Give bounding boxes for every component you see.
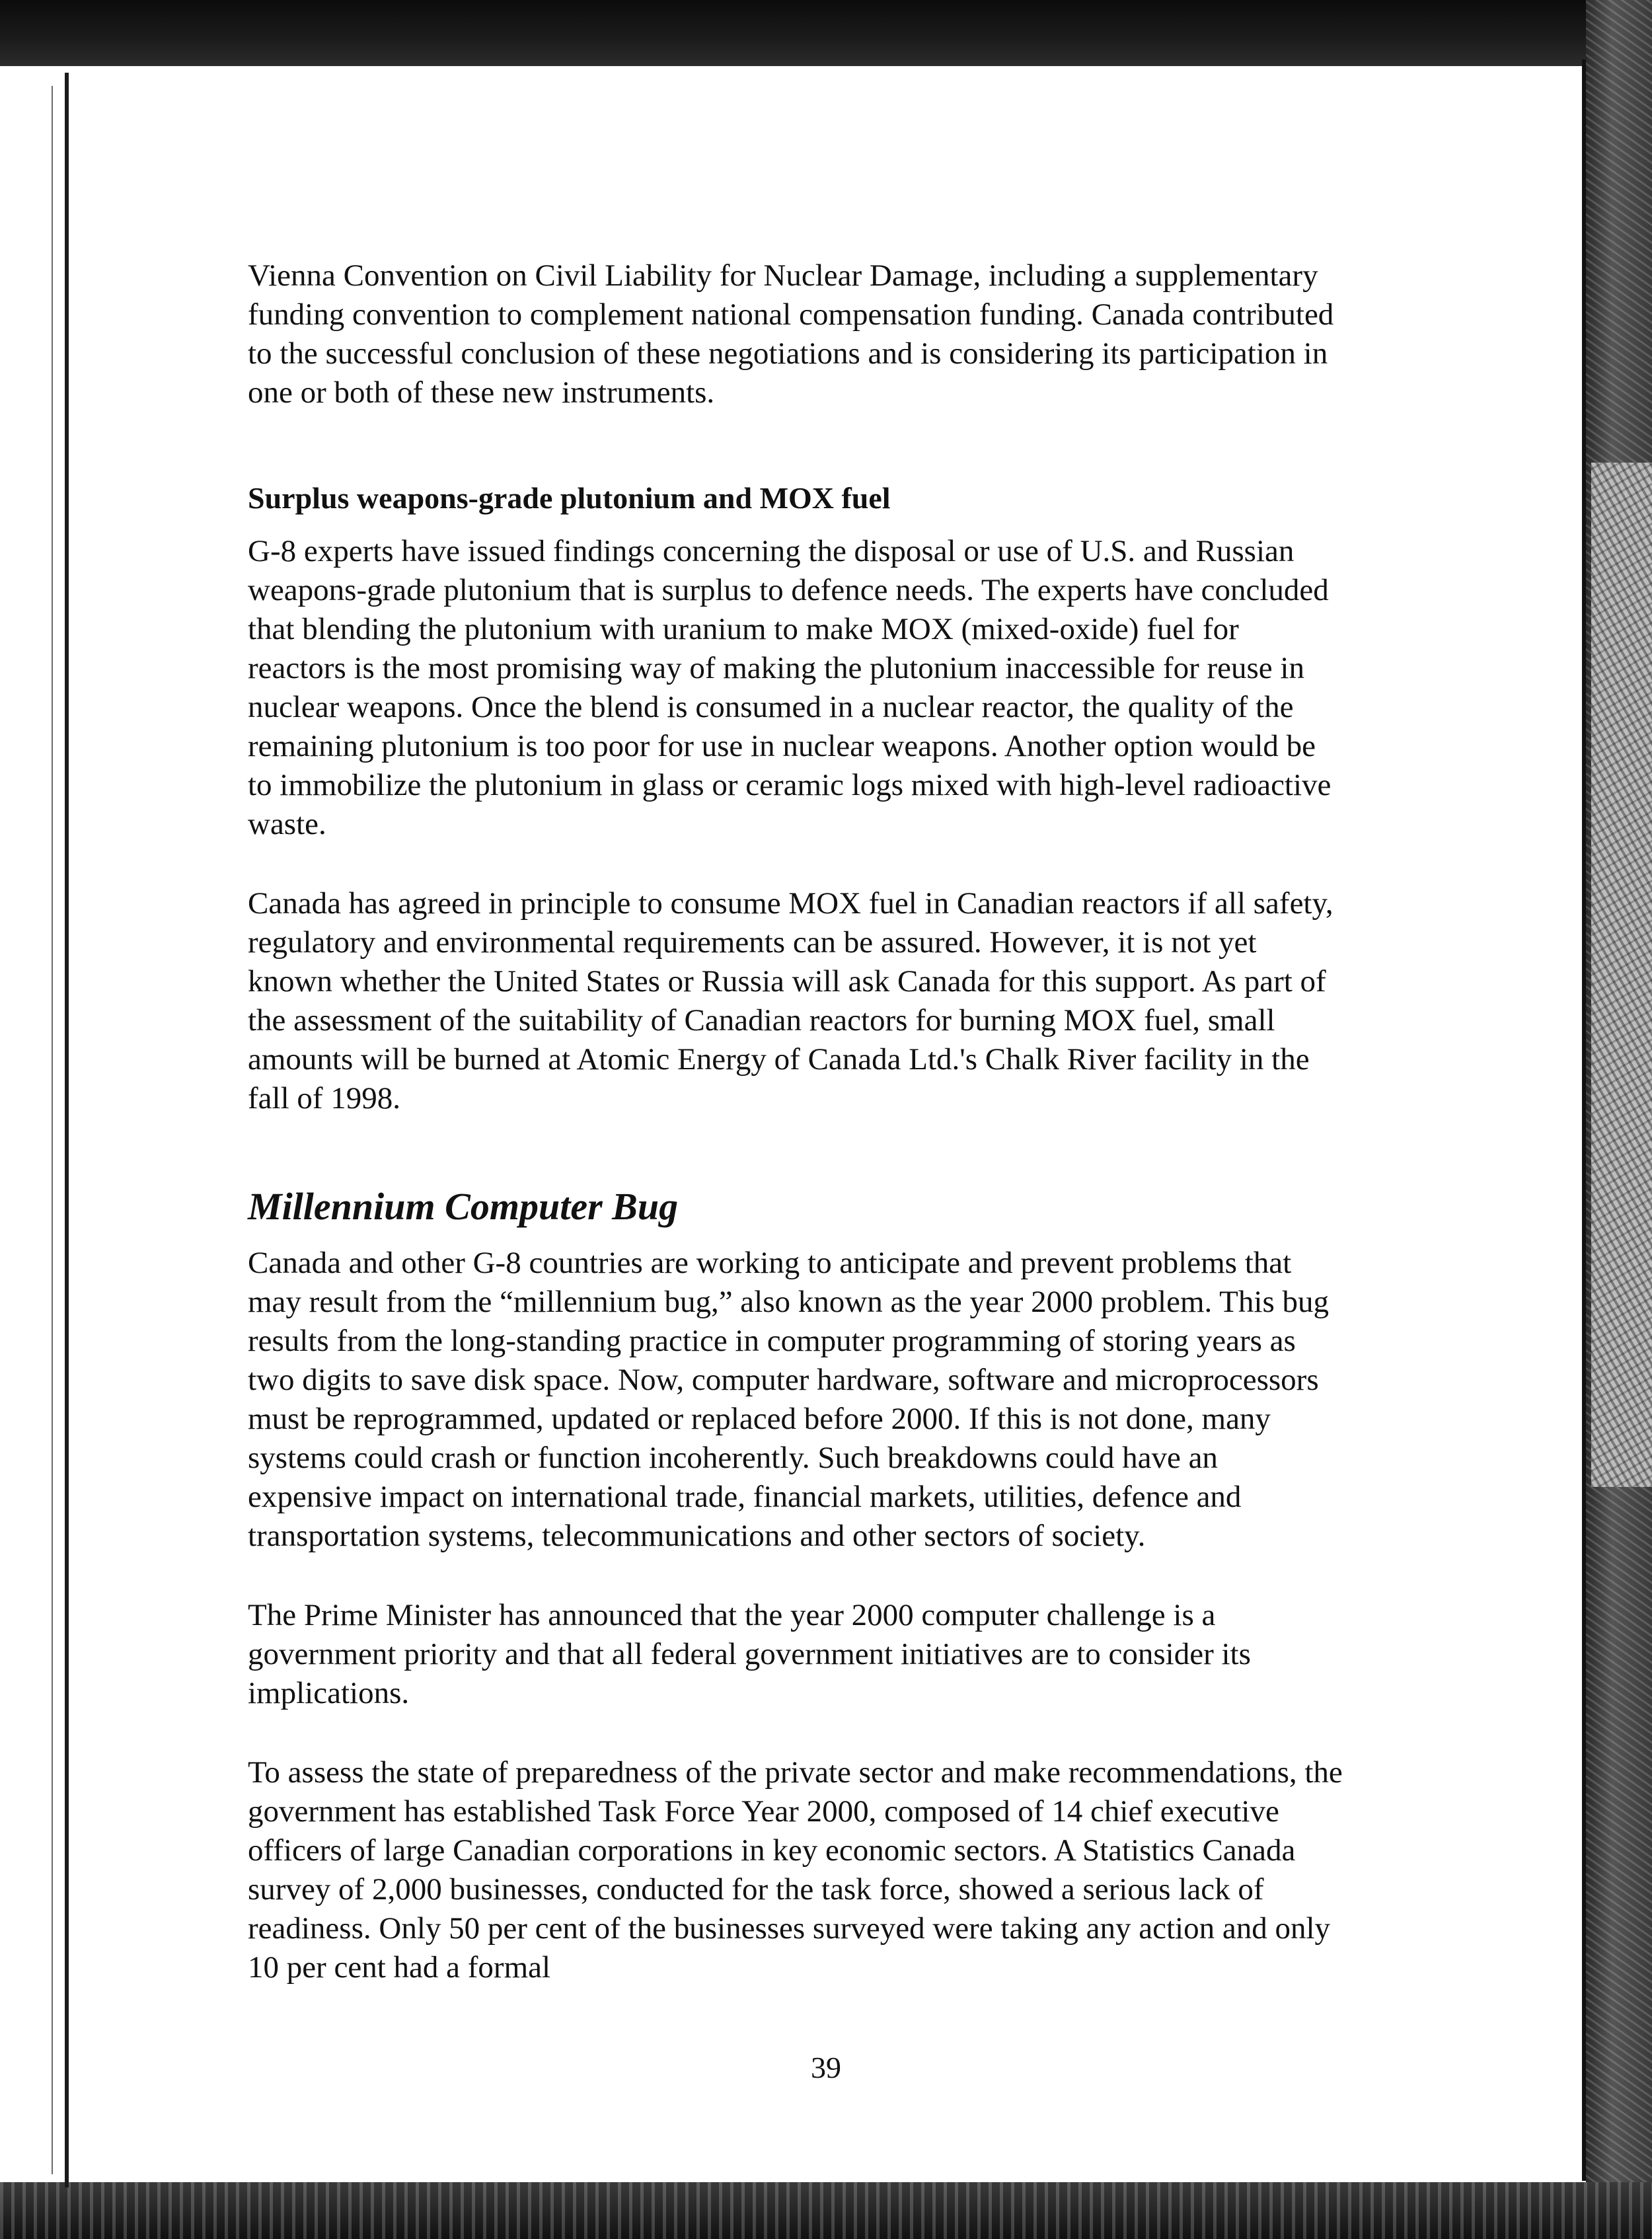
page-edge-right (1582, 59, 1586, 2181)
binding-edge-line-thin (52, 86, 53, 2174)
millennium-paragraph-2: The Prime Minister has announced that the year 2000 computer challenge is a government priority and that all federal government initiatives are to consider its implications. (248, 1598, 1251, 1710)
millennium-paragraph-3: To assess the state of preparedness of the private sector and make recommendations, the government has established Task Force Year 2000, composed of 14 chief executive officers of large Canadian corporations in key economic sectors. A Statistics Canada survey of 2,000 businesses, conducted for the task force, showed a serious lack of readiness. Only 50 per cent of the businesses surveyed were taking any action and only 10 per cent had a formal (248, 1755, 1343, 1985)
scan-border-top (0, 0, 1652, 66)
subheading-plutonium: Surplus weapons-grade plutonium and MOX fuel (248, 481, 891, 515)
plutonium-paragraph-1: G-8 experts have issued findings concerning the disposal or use of U.S. and Russian weapons-grade plutonium that is surplus to defence needs. The experts have concluded that blending the plutonium with uranium to make MOX (mixed-oxide) fuel for reactors is the most promising way of making the plutonium inaccessible for reuse in nuclear weapons. Once the blend is consumed in a nuclear reactor, the quality of the remaining plutonium is too poor for use in nuclear weapons. Another option would be to immobilize the plutonium in glass or ceramic logs mixed with high-level radioactive waste. (248, 534, 1332, 841)
binding-edge-line (65, 73, 69, 2187)
intro-paragraph: Vienna Convention on Civil Liability for Nuclear Damage, including a supplementary funding convention to complement national compensation funding. Canada contributed to the successful conclusion of these negotiations and is considering its participation in one or both of these new instruments. (248, 258, 1334, 410)
plutonium-paragraph-2: Canada has agreed in principle to consume MOX fuel in Canadian reactors if all safety, regulatory and environmental requirements can be assured. However, it is not yet known whether the United States or Russia will ask Canada for this support. As part of the assessment of the suitability of Canadian reactors for burning MOX fuel, small amounts will be burned at Atomic Energy of Canada Ltd.'s Chalk River facility in the fall of 1998. (248, 886, 1333, 1116)
page-body (248, 256, 1345, 1987)
millennium-paragraph-1: Canada and other G-8 countries are working to anticipate and prevent problems that may result from the “millennium bug,” also known as the year 2000 problem. This bug results from the long-standing practice in computer programming of storing years as two digits to save disk space. Now, computer hardware, software and microprocessors must be reprogrammed, updated or replaced before 2000. If this is not done, many systems could crash or function incoherently. Such breakdowns could have an expensive impact on international trade, financial markets, utilities, defence and transportation systems, telecommunications and other sectors of society. (248, 1246, 1329, 1553)
scan-border-bottom (0, 2182, 1652, 2239)
scan-border-right-texture (1591, 463, 1652, 1487)
page-number: 39 (811, 2051, 841, 2084)
section-title-millennium: Millennium Computer Bug (248, 1185, 679, 1228)
